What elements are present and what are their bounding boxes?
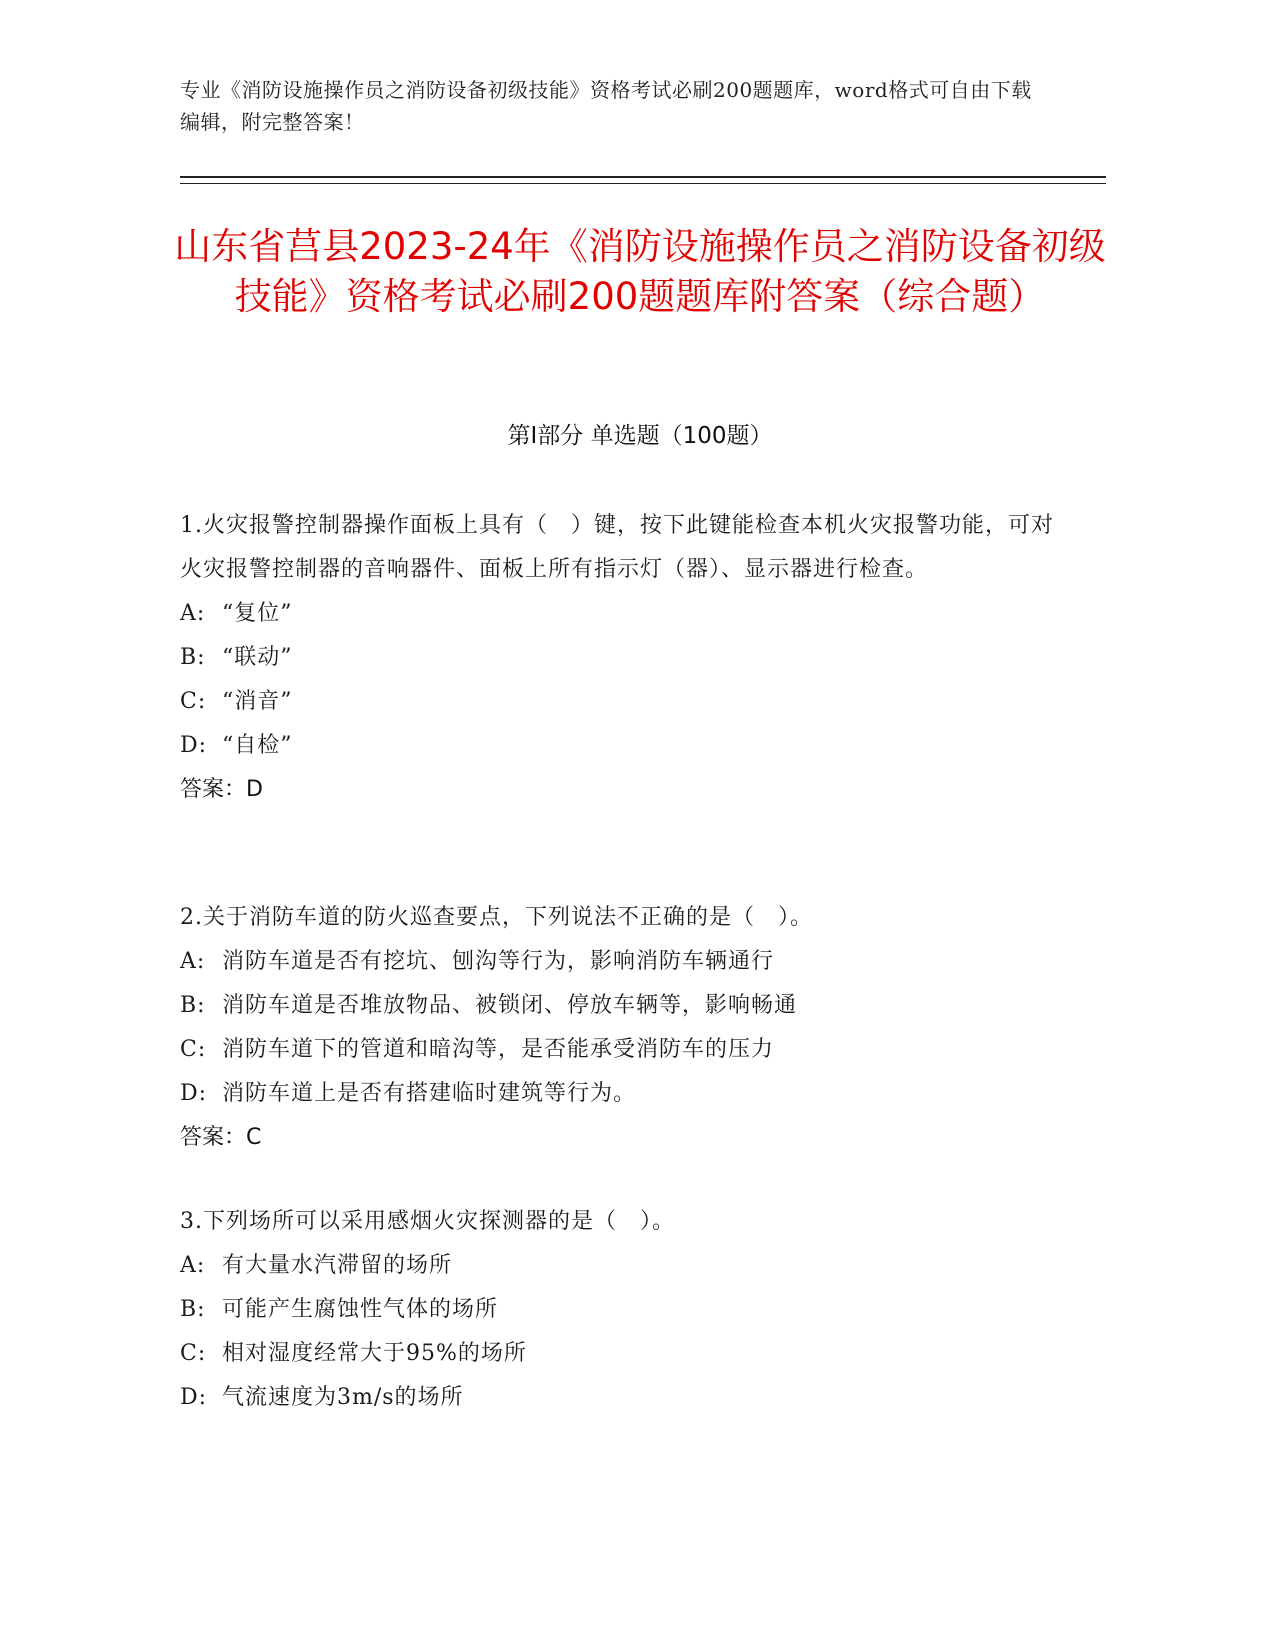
option-letter: C: — [180, 1341, 207, 1366]
question-stem: 3.下列场所可以采用感烟火灾探测器的是（ ）。 — [180, 1209, 675, 1234]
option-text: 消防车道上是否有搭建临时建筑等行为。 — [222, 1081, 637, 1106]
header-note: 专业《消防设施操作员之消防设备初级技能》资格考试必刷200题题库，word格式可自由下载编辑，附完整答案！ — [180, 78, 1032, 134]
section-heading: 第Ⅰ部分 单选题（100题） — [507, 423, 773, 449]
question-stem: 2.关于消防车道的防火巡查要点，下列说法不正确的是（ ）。 — [180, 905, 813, 930]
option-c — [180, 1332, 1060, 1376]
option-letter: A: — [180, 601, 206, 626]
question-2 — [180, 896, 1060, 1160]
option-letter: D: — [180, 733, 208, 758]
option-text: 气流速度为3m/s的场所 — [222, 1385, 464, 1410]
option-text: “自检” — [222, 733, 293, 758]
option-letter: B: — [180, 993, 206, 1018]
answer-line: 答案：C — [180, 1125, 262, 1150]
option-letter: B: — [180, 645, 206, 670]
option-text: “复位” — [222, 601, 293, 626]
option-letter: C: — [180, 1037, 207, 1062]
question-stem: 1.火灾报警控制器操作面板上具有（ ）键，按下此键能检查本机火灾报警功能，可对火灾报警控制器的音响器件、面板上所有指示灯（器）、显示器进行检查。 — [180, 513, 1054, 582]
option-letter: A: — [180, 1253, 206, 1278]
option-a — [180, 592, 1060, 636]
option-a — [180, 1244, 1060, 1288]
option-c — [180, 1028, 1060, 1072]
option-a — [180, 940, 1060, 984]
option-text: 可能产生腐蚀性气体的场所 — [222, 1297, 499, 1322]
header-divider-thick — [180, 176, 1106, 178]
option-letter: D: — [180, 1385, 208, 1410]
option-text: 消防车道下的管道和暗沟等，是否能承受消防车的压力 — [222, 1037, 775, 1062]
option-b — [180, 636, 1060, 680]
answer-line: 答案：D — [180, 777, 263, 802]
option-letter: C: — [180, 689, 207, 714]
option-text: “消音” — [222, 689, 293, 714]
option-text: 相对湿度经常大于95%的场所 — [222, 1341, 527, 1366]
option-d — [180, 1072, 1060, 1116]
option-text: “联动” — [222, 645, 293, 670]
question-1 — [180, 504, 1060, 812]
option-b — [180, 984, 1060, 1028]
header-divider-thin — [180, 183, 1106, 184]
option-text: 有大量水汽滞留的场所 — [222, 1253, 453, 1278]
option-c — [180, 680, 1060, 724]
option-letter: A: — [180, 949, 206, 974]
document-title: 山东省莒县2023-24年《消防设施操作员之消防设备初级技能》资格考试必刷200题题库附答案（综合题） — [174, 225, 1106, 318]
question-3 — [180, 1200, 1060, 1420]
option-b — [180, 1288, 1060, 1332]
option-text: 消防车道是否堆放物品、被锁闭、停放车辆等，影响畅通 — [222, 993, 798, 1018]
option-text: 消防车道是否有挖坑、刨沟等行为，影响消防车辆通行 — [222, 949, 775, 974]
option-d — [180, 724, 1060, 768]
option-d — [180, 1376, 1060, 1420]
option-letter: D: — [180, 1081, 208, 1106]
option-letter: B: — [180, 1297, 206, 1322]
